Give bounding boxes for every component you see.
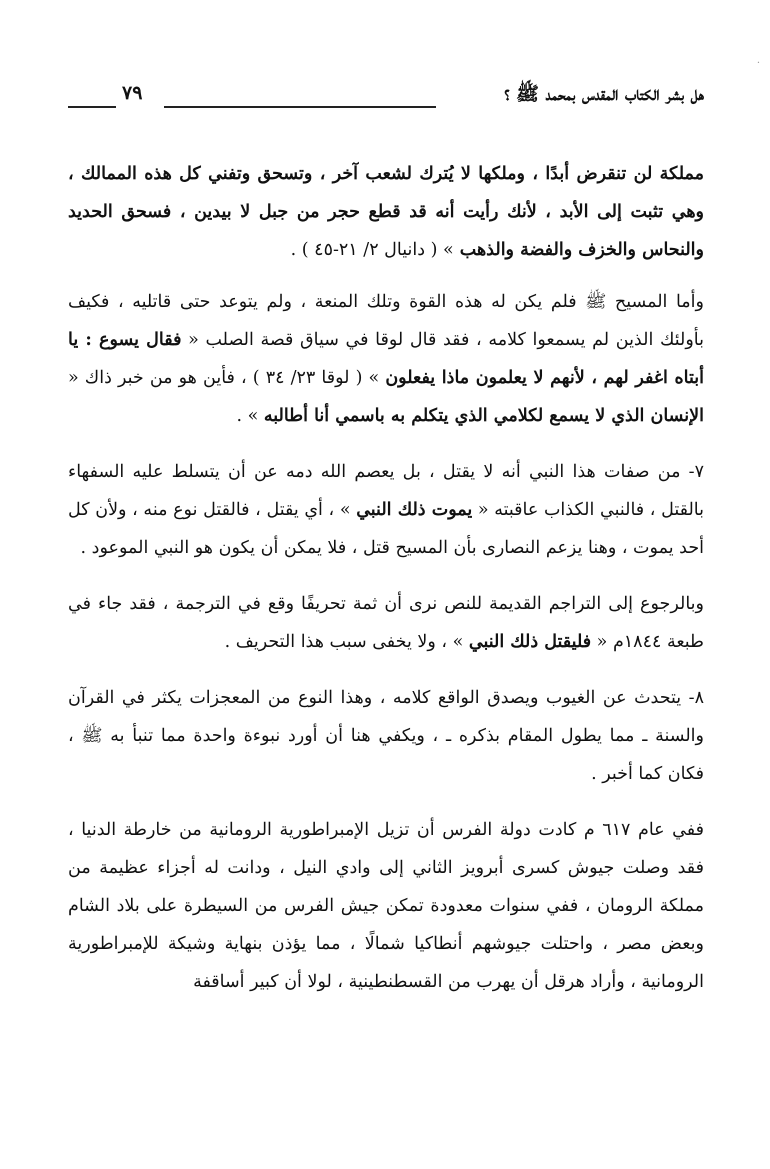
paragraph-text: وبالرجوع إلى التراجم القديمة للنص نرى أن ثمة تحريفًا وقع في الترجمة ، فقد جاء في طبعة ١٨٤٤م « xyxy=(68,594,704,652)
quoted-text: فليقتل ذلك النبي xyxy=(468,632,592,652)
page-number: ٧٩ xyxy=(122,82,143,104)
paragraph xyxy=(68,155,704,269)
running-title: هل بشر الكتاب المقدس بمحمد ﷺ ؟ xyxy=(504,83,704,105)
paragraph-text: » ، ولا يخفى سبب هذا التحريف . xyxy=(224,632,469,652)
header-rule xyxy=(164,106,436,108)
paragraph-text: وأما المسيح ﷺ فلم يكن له هذه القوة وتلك المنعة ، ولم يتوعد حتى قاتليه ، فكيف بأولئك الذين لم يسمعوا كلامه ، فقد قال لوقا في سياق قصة الصلب « xyxy=(68,292,704,350)
quoted-text: فقال يسوع : يا أبتاه اغفر لهم ، لأنهم لا يعلمون ماذا يفعلون xyxy=(68,330,704,388)
scan-margin-mark: · xyxy=(756,58,760,69)
quoted-text: الإنسان الذي لا يسمع لكلامي الذي يتكلم به باسمي أنا أطالبه xyxy=(263,406,704,426)
paragraph-text: » ، أي يقتل ، فالقتل نوع منه ، ولأن كل أحد يموت ، وهنا يزعم النصارى بأن المسيح قتل ، فلا يمكن أن يكون هو النبي الموعود . xyxy=(68,500,704,558)
body-text xyxy=(68,155,704,1019)
paragraph xyxy=(68,283,704,435)
paragraph-text: ٨- يتحدث عن الغيوب ويصدق الواقع كلامه ، وهذا النوع من المعجزات يكثر في القرآن والسنة ـ مما يطول المقام بذكره ـ ، ويكفي هنا أن أورد نبوءة واحدة مما تنبأ به ﷺ ، فكان كما أخبر . xyxy=(68,688,704,784)
quoted-text: يموت ذلك النبي xyxy=(356,500,473,520)
paragraph xyxy=(68,679,704,793)
paragraph xyxy=(68,453,704,567)
paragraph-text: » ( دانيال ٢/ ٢١-٤٥ ) . xyxy=(290,240,454,260)
paragraph-text: ففي عام ٦١٧ م كادت دولة الفرس أن تزيل الإمبراطورية الرومانية من خارطة الدنيا ، فقد وصلت جيوش كسرى أبرويز الثاني إلى وادي النيل ، ودانت له أجزاء عظيمة من مملكة الرومان ، ففي سنوات معدودة تمكن جيش الفرس من السيطرة على بلاد الشام وبعض مصر ، واحتلت جيوشهم أنطاكيا شمالًا ، مما يؤذن بنهاية وشيكة للإمبراطورية الرومانية ، وأراد هرقل أن يهرب من القسطنطينية ، لولا أن كبير أساقفة xyxy=(68,820,704,992)
paragraph xyxy=(68,811,704,1001)
page-header xyxy=(68,82,704,122)
paragraph xyxy=(68,585,704,661)
quoted-text: مملكة لن تنقرض أبدًا ، وملكها لا يُترك لشعب آخر ، وتسحق وتفني كل هذه الممالك ، وهي تثبت إلى الأبد ، لأنك رأيت أنه قد قطع حجر من جبل لا بيدين ، فسحق الحديد والنحاس والخزف والفضة والذهب xyxy=(68,164,704,260)
paragraph-text: » ( لوقا ٢٣/ ٣٤ ) ، فأين هو من خبر ذاك « xyxy=(68,368,386,388)
paragraph-text: » . xyxy=(236,406,264,426)
header-rule-short xyxy=(68,106,116,108)
paragraph-text: ٧- من صفات هذا النبي أنه لا يقتل ، بل يعصم الله دمه عن أن يتسلط عليه السفهاء بالقتل ، فالنبي الكذاب عاقبته « xyxy=(68,462,705,520)
